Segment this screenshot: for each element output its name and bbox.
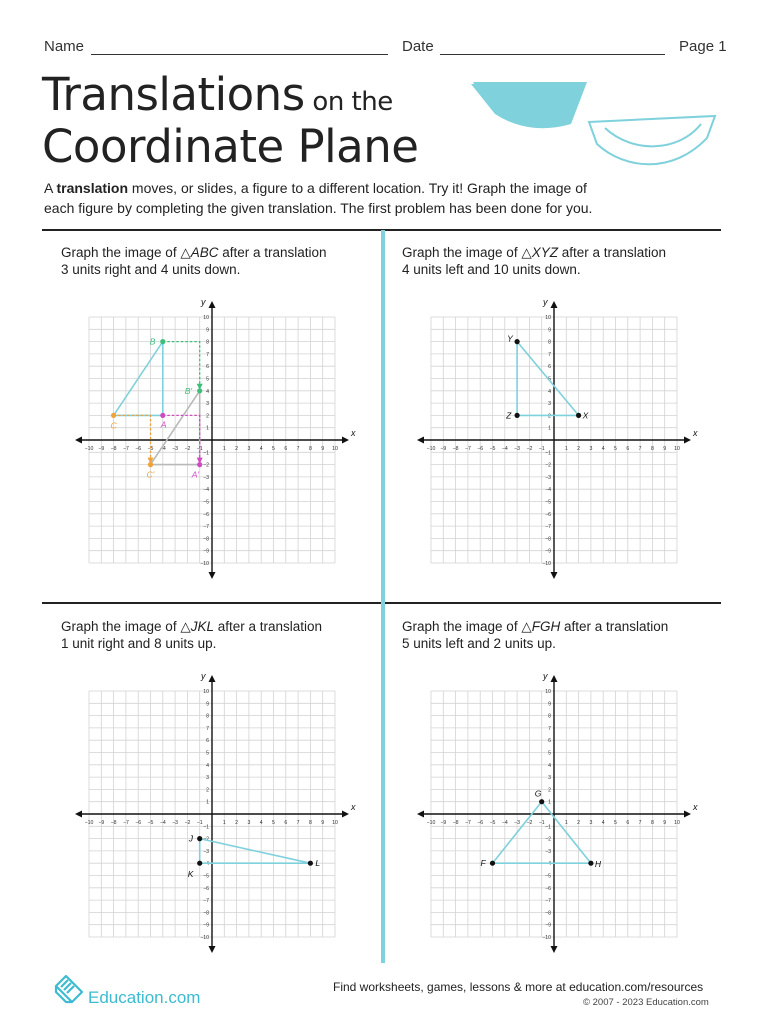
title-main-word: Translations [42,68,305,121]
name-label: Name [44,38,85,55]
y-tick-label: 4 [206,388,209,395]
y-tick-label: −7 [545,898,551,905]
point-l-label: L [315,858,321,869]
point-b-prime-label: B' [184,385,192,396]
outlined-arc-shape [589,116,715,164]
y-tick-label: −10 [200,935,209,941]
y-tick-label: −4 [203,487,209,494]
y-tick-label: 4 [548,762,551,769]
y-axis-label: y [543,671,548,681]
point-l [308,861,313,866]
y-tick-label: −3 [203,474,209,481]
y-tick-label: 3 [206,401,209,408]
y-axis-arrow-down [209,572,216,579]
y-tick-label: −8 [545,536,551,543]
y-tick-label: 6 [206,364,209,371]
point-y [515,339,520,344]
y-tick-label: 2 [548,787,551,794]
y-tick-label: 10 [545,315,551,321]
y-tick-label: 5 [206,750,209,757]
x-tick-label: −8 [110,820,117,826]
x-axis-arrow-right [342,437,349,444]
y-tick-label: −9 [203,548,209,555]
point-j-label: J [188,833,193,844]
x-tick-label: −1 [538,446,545,452]
point-z [515,413,520,418]
x-axis-arrow-right [342,811,349,818]
x-axis-arrow-left [75,811,82,818]
x-tick-label: 6 [284,446,288,452]
x-tick-label: −10 [426,820,436,826]
y-tick-label: 9 [206,327,209,334]
x-tick-label: 2 [235,446,239,452]
y-tick-label: −6 [545,885,551,892]
page-number: Page 1 [679,38,727,55]
y-tick-label: 5 [206,376,209,383]
y-tick-label: 9 [548,327,551,334]
y-tick-label: −7 [545,524,551,531]
y-tick-label: 7 [206,725,209,732]
x-tick-label: 4 [601,820,605,826]
x-tick-label: 5 [614,446,617,452]
x-tick-label: −4 [159,446,166,452]
y-tick-label: 6 [548,738,551,745]
footer-resources-link[interactable]: Find worksheets, games, lessons & more at education.com/resources [333,980,704,994]
y-tick-label: 6 [548,364,551,371]
coordinate-plane-3[interactable] [62,660,367,970]
title-small-words: on the [304,87,393,117]
y-tick-label: −4 [545,487,551,494]
y-tick-label: −3 [545,474,551,481]
y-axis-arrow-down [551,946,558,953]
y-tick-label: −2 [203,462,209,469]
y-tick-label: 3 [206,775,209,782]
y-tick-label: 1 [548,799,551,806]
x-tick-label: 4 [601,446,605,452]
y-axis-label: y [201,671,206,681]
x-tick-label: 1 [564,446,568,452]
point-f [490,861,495,866]
x-axis-label: x [351,428,356,438]
point-c-label: C [110,420,117,431]
x-tick-label: 4 [259,446,263,452]
intro-line2: each figure by completing the given translation. The first problem has been done for you. [44,200,593,216]
x-tick-label: 7 [296,446,300,452]
x-axis-arrow-left [75,437,82,444]
date-field[interactable] [440,54,665,55]
point-g-label: G [534,788,542,799]
y-tick-label: −5 [203,499,209,506]
point-c [111,413,116,418]
x-tick-label: −1 [196,820,203,826]
x-tick-label: −9 [440,446,447,452]
x-tick-label: −1 [196,446,203,452]
x-tick-label: 7 [638,446,642,452]
x-axis-arrow-right [684,811,691,818]
point-c-prime [148,462,153,467]
y-tick-label: −2 [545,836,551,843]
x-tick-label: −8 [452,820,459,826]
y-axis-arrow-up [551,675,558,682]
x-tick-label: 8 [308,820,312,826]
y-tick-label: 10 [203,315,209,321]
y-tick-label: 10 [545,689,551,695]
education-logo-text[interactable]: Education.com [88,988,201,1007]
point-a-prime [197,462,202,467]
x-tick-label: −4 [159,820,166,826]
y-tick-label: 9 [206,701,209,708]
x-tick-label: 6 [626,820,630,826]
point-b-prime [197,388,202,393]
x-tick-label: 7 [638,820,642,826]
y-tick-label: 5 [548,376,551,383]
y-tick-label: −2 [545,462,551,469]
vertical-divider [381,230,385,963]
outlined-arc-inner [605,124,701,146]
y-axis-arrow-up [209,675,216,682]
y-tick-label: −1 [545,450,551,457]
x-tick-label: 5 [272,446,275,452]
y-tick-label: 8 [206,713,209,720]
point-x [576,413,581,418]
x-tick-label: 1 [222,446,226,452]
x-axis-arrow-right [684,437,691,444]
x-tick-label: −2 [526,820,533,826]
point-h-label: H [594,859,602,870]
x-tick-label: 9 [663,820,667,826]
y-tick-label: −8 [545,910,551,917]
x-tick-label: 3 [247,820,251,826]
problem-1-prompt: Graph the image of △ABC after a translation 3 units right and 4 units down. [61,245,327,277]
x-tick-label: −9 [440,820,447,826]
x-tick-label: −6 [477,446,484,452]
point-c-prime-label: C' [146,469,155,480]
y-tick-label: 8 [206,339,209,346]
y-tick-label: −6 [203,511,209,518]
y-tick-label: 8 [548,339,551,346]
x-tick-label: −7 [122,820,129,826]
y-tick-label: −3 [203,848,209,855]
x-tick-label: −9 [98,446,105,452]
x-tick-label: 8 [650,820,654,826]
x-axis-arrow-left [417,811,424,818]
x-tick-label: −7 [464,446,471,452]
y-tick-label: −1 [545,824,551,831]
x-tick-label: 8 [650,446,654,452]
y-tick-label: −5 [203,873,209,880]
x-tick-label: −8 [452,446,459,452]
y-tick-label: −8 [203,910,209,917]
y-axis-arrow-down [551,572,558,579]
y-axis-arrow-down [209,946,216,953]
x-tick-label: 6 [284,820,288,826]
x-tick-label: −2 [184,446,191,452]
point-x-label: X [582,410,589,421]
y-tick-label: 1 [548,425,551,432]
y-tick-label: −7 [203,898,209,905]
x-tick-label: −4 [501,820,508,826]
x-tick-label: −5 [147,820,154,826]
x-tick-label: −6 [135,820,142,826]
x-tick-label: −6 [477,820,484,826]
point-a [160,413,165,418]
y-tick-label: −9 [545,548,551,555]
y-tick-label: 6 [206,738,209,745]
y-axis-arrow-up [551,301,558,308]
x-tick-label: −8 [110,446,117,452]
y-tick-label: 3 [548,401,551,408]
copyright-text: © 2007 - 2023 Education.com [583,997,709,1008]
x-tick-label: −2 [526,446,533,452]
x-tick-label: 1 [564,820,568,826]
y-axis-label: y [543,297,548,307]
y-tick-label: 4 [206,762,209,769]
x-axis-arrow-left [417,437,424,444]
name-field[interactable] [91,54,388,55]
coordinate-plane-4[interactable] [404,660,709,970]
y-tick-label: −5 [545,499,551,506]
page-title-line1 [42,68,393,121]
y-tick-label: 5 [548,750,551,757]
x-tick-label: −5 [489,446,496,452]
y-tick-label: 7 [548,725,551,732]
intro-paragraph [44,178,734,218]
decorative-arcs [465,74,725,170]
y-tick-label: 8 [548,713,551,720]
y-tick-label: −7 [203,524,209,531]
y-tick-label: −4 [203,861,209,868]
x-tick-label: 1 [222,820,226,826]
point-b [160,339,165,344]
point-a-label: A [160,419,167,430]
point-f-label: F [480,858,486,869]
point-z-label: Z [506,410,512,421]
y-tick-label: 10 [203,689,209,695]
y-tick-label: 9 [548,701,551,708]
y-tick-label: 1 [206,425,209,432]
x-axis-label: x [351,802,356,812]
y-axis-label: y [201,297,206,307]
x-tick-label: −10 [426,446,436,452]
y-tick-label: 2 [206,413,209,420]
y-tick-label: −6 [203,885,209,892]
intro-bold-word: translation [56,180,129,196]
x-tick-label: 10 [332,820,338,826]
x-axis-label: x [693,802,698,812]
x-tick-label: 9 [321,446,325,452]
y-tick-label: −2 [203,836,209,843]
problem-3-prompt: Graph the image of △JKL after a translation 1 unit right and 8 units up. [61,619,323,651]
x-tick-label: −5 [147,446,154,452]
problem-2-prompt: Graph the image of △XYZ after a translation 4 units left and 10 units down. [402,245,667,277]
y-tick-label: −8 [203,536,209,543]
problem-4-prompt: Graph the image of △FGH after a translation 5 units left and 2 units up. [402,619,669,651]
coordinate-plane-1[interactable] [62,286,367,596]
point-k-label: K [187,869,194,880]
x-tick-label: −2 [184,820,191,826]
x-tick-label: 6 [626,446,630,452]
y-tick-label: −1 [203,450,209,457]
x-tick-label: −5 [489,820,496,826]
x-tick-label: 3 [589,820,593,826]
x-tick-label: −3 [172,446,179,452]
x-tick-label: 9 [321,820,325,826]
intro-line1: moves, or slides, a figure to a different location. Try it! Graph the image of [128,180,587,196]
y-tick-label: −10 [200,561,209,567]
x-tick-label: −9 [98,820,105,826]
y-tick-label: −3 [545,848,551,855]
point-h [588,861,593,866]
y-tick-label: −10 [542,935,551,941]
x-tick-label: −3 [172,820,179,826]
x-tick-label: −3 [514,446,521,452]
x-tick-label: −10 [84,820,94,826]
y-tick-label: 7 [548,351,551,358]
y-tick-label: −5 [545,873,551,880]
y-tick-label: −9 [203,922,209,929]
y-tick-label: 7 [206,351,209,358]
x-tick-label: 10 [332,446,338,452]
point-j [197,836,202,841]
education-logo-icon [52,972,86,1006]
y-tick-label: −1 [203,824,209,831]
x-tick-label: 10 [674,446,680,452]
x-tick-label: 2 [577,820,581,826]
y-tick-label: −9 [545,922,551,929]
x-tick-label: 2 [235,820,239,826]
page-title-line2: Coordinate Plane [42,120,419,173]
point-y-label: Y [507,333,513,344]
x-tick-label: 4 [259,820,263,826]
intro-prefix: A [44,180,57,196]
x-axis-label: x [693,428,698,438]
x-tick-label: 3 [589,446,593,452]
y-tick-label: −10 [542,561,551,567]
y-tick-label: −6 [545,511,551,518]
x-tick-label: 2 [577,446,581,452]
point-b-label: B [149,336,156,347]
x-tick-label: 3 [247,446,251,452]
x-tick-label: −7 [122,446,129,452]
point-g [539,799,544,804]
y-tick-label: 4 [548,388,551,395]
coordinate-plane-2[interactable] [404,286,709,596]
x-tick-label: 9 [663,446,667,452]
y-tick-label: −4 [545,861,551,868]
x-tick-label: −10 [84,446,94,452]
x-tick-label: 5 [272,820,275,826]
y-tick-label: 2 [548,413,551,420]
point-a-prime-label: A' [191,469,199,480]
date-label: Date [402,38,434,55]
x-tick-label: −4 [501,446,508,452]
point-k [197,861,202,866]
y-tick-label: 3 [548,775,551,782]
x-tick-label: 5 [614,820,617,826]
y-tick-label: 1 [206,799,209,806]
x-tick-label: −7 [464,820,471,826]
y-axis-arrow-up [209,301,216,308]
x-tick-label: 10 [674,820,680,826]
x-tick-label: −6 [135,446,142,452]
y-tick-label: 2 [206,787,209,794]
x-tick-label: 8 [308,446,312,452]
x-tick-label: −3 [514,820,521,826]
x-tick-label: 7 [296,820,300,826]
x-tick-label: −1 [538,820,545,826]
